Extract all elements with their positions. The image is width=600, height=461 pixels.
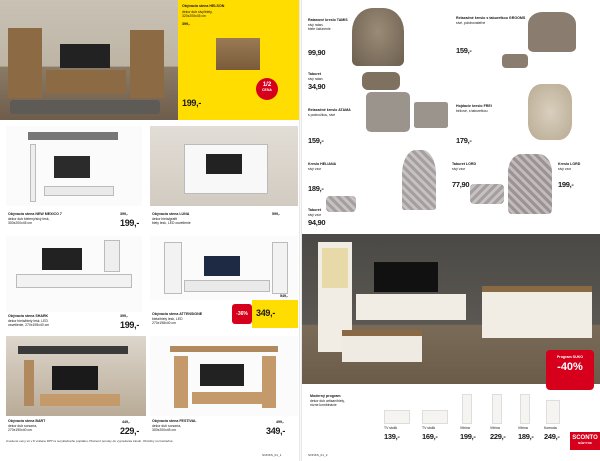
- lord-title: Kreslo LORD: [558, 162, 581, 166]
- bart-price: 229,-: [120, 426, 140, 436]
- taburet-heliana-body: sivý vzor: [308, 213, 322, 217]
- lord-body: sivý vzor: [558, 167, 572, 171]
- half-price-bottom: CENA: [262, 88, 272, 92]
- item-price-3: 229,-: [490, 432, 506, 441]
- item-price-2: 199,-: [460, 432, 476, 441]
- chair-atama-image: [366, 92, 410, 132]
- festival-title: Obývacia stena FESTIVAL: [152, 419, 197, 423]
- grooms-body: sivé, polohovateľné: [456, 21, 486, 25]
- chair-grooms-image: [528, 12, 576, 52]
- taburet-tamis-title: Taburet: [308, 72, 321, 76]
- program-title: Moderný program: [310, 394, 341, 398]
- lord-price: 199,-: [558, 180, 574, 189]
- attensione-body: biela/biely lesk, LED 270x198x40 cm: [152, 317, 183, 325]
- frei-title: Hojdacie kreslo FREI: [456, 104, 492, 108]
- bart-photo: [6, 336, 146, 416]
- item-label-4: Vitrína: [518, 426, 528, 430]
- shark-photo: [6, 236, 142, 312]
- attensione-price: 349,-: [256, 308, 276, 318]
- chair-heliana-image: [402, 150, 436, 210]
- heliana-price: 189,-: [308, 184, 324, 193]
- bart-body: dekor dub sonoma, 270x190x40 cm: [8, 424, 38, 432]
- item-label-0: TV stolík: [384, 426, 398, 430]
- atama-title: Relaxačné kreslo ATAMA: [308, 108, 351, 112]
- item-label-1: TV stolík: [422, 426, 436, 430]
- luna-old-price: 599,-: [272, 212, 281, 216]
- helson-price: 199,-: [182, 98, 202, 108]
- sconto-logo-text: SCONTO: [572, 435, 598, 441]
- chair-atama-recliner-image: [414, 102, 448, 128]
- bart-old-price: 449,-: [122, 420, 131, 424]
- festival-photo: [150, 336, 298, 416]
- item-price-4: 189,-: [518, 432, 534, 441]
- right-page-code: SONKS_01_2: [308, 453, 328, 457]
- ottoman-lord-image: [470, 184, 504, 204]
- promo-label: Program SUKO: [556, 355, 584, 359]
- left-page-code: SONKS_01_1: [262, 453, 282, 457]
- attensione-price-box: [252, 300, 298, 328]
- shark-price: 199,-: [120, 320, 140, 330]
- taburet-tamis-price: 34,90: [308, 82, 326, 91]
- new-mexico-body: dekor dub bielený/sivý lesk, 300x200x45 cm: [8, 217, 50, 225]
- sconto-logo: [570, 432, 600, 450]
- item-price-0: 139,-: [384, 432, 400, 441]
- item-vitrine-2: [492, 394, 502, 424]
- taburet-lord-title: Taburet LORD: [452, 162, 477, 166]
- stool-tamis-image: [362, 72, 400, 90]
- attensione-title: Obývacia stena ATTENSIONE: [152, 312, 203, 316]
- promo-discount: -40%: [557, 361, 583, 373]
- item-label-5: Komoda: [544, 426, 557, 430]
- program-body: dekor dub artisan/biely, rôzne kombinácie: [310, 399, 345, 407]
- helson-title: Obývacia stena HELSON: [182, 4, 225, 8]
- sconto-logo-sub: NÁBYTOK: [578, 441, 592, 445]
- grooms-title: Relaxačné kreslo s taburetkou GROOMS: [456, 16, 526, 20]
- item-label-3: Vitrína: [490, 426, 500, 430]
- chair-tamis-image: [352, 8, 404, 66]
- luna-title: Obývacia stena LUNA: [152, 212, 190, 216]
- luna-photo: [150, 126, 298, 206]
- bart-title: Obývacia stena BART: [8, 419, 46, 423]
- ottoman-grooms-image: [502, 54, 528, 68]
- new-mexico-price: 199,-: [120, 218, 140, 228]
- tamis-price: 99,90: [308, 48, 326, 57]
- tamis-title: Ratanové kreslo TAMIS: [308, 18, 348, 22]
- chair-frei-image: [528, 84, 572, 140]
- atama-body: s podnožkou, sivé: [308, 113, 336, 117]
- right-page: [302, 0, 600, 461]
- taburet-lord-body: sivý vzor: [452, 167, 466, 171]
- taburet-lord-price: 77,90: [452, 180, 470, 189]
- attensione-photo: [150, 236, 298, 300]
- festival-old-price: 499,-: [276, 420, 285, 424]
- half-price-top: 1/2: [262, 82, 272, 88]
- new-mexico-title: Obývacia stena NEW MEXICO 7: [8, 212, 62, 216]
- new-mexico-photo: [6, 126, 142, 206]
- item-label-2: Vitrína: [460, 426, 470, 430]
- attensione-old-price: 549,-: [280, 294, 289, 298]
- half-price-badge: [256, 78, 278, 100]
- left-footnote: Uvedené ceny sú v € vrátane DPH a recyklačného poplatku. Platnosť ponuky do vypredania zásob. Obrázky sú ilustračné.: [6, 439, 174, 443]
- item-dresser: [546, 400, 560, 424]
- discount-badge: [232, 304, 252, 324]
- taburet-heliana-title: Taburet: [308, 208, 321, 212]
- tamis-body: sivý ratan, biele čalúnenie: [308, 23, 331, 31]
- helson-info-panel: [178, 0, 300, 120]
- item-vitrine-3: [520, 394, 530, 424]
- item-tv-stand-1: [384, 410, 410, 424]
- luna-body: dekor biela/grafit biely lesk, LED osvetlenie: [152, 217, 191, 225]
- grooms-price: 159,-: [456, 46, 472, 55]
- item-price-1: 169,-: [422, 432, 438, 441]
- discount-badge-text: -36%: [236, 311, 248, 317]
- room-photo-helson: [0, 0, 178, 120]
- helson-old-price: 399,-: [182, 22, 191, 26]
- festival-price: 349,-: [266, 426, 286, 436]
- chair-lord-image: [508, 154, 552, 214]
- frei-price: 179,-: [456, 136, 472, 145]
- frei-body: béžové, s taburetkou: [456, 109, 488, 113]
- taburet-heliana-price: 94,90: [308, 218, 326, 227]
- item-vitrine-1: [462, 394, 472, 424]
- promo-discount-badge: [546, 350, 594, 390]
- item-price-5: 249,-: [544, 432, 560, 441]
- new-mexico-old-price: 399,-: [120, 212, 129, 216]
- heliana-body: sivý vzor: [308, 167, 322, 171]
- shark-title: Obývacia stena SHARK: [8, 314, 49, 318]
- atama-price: 159,-: [308, 136, 324, 145]
- taburet-tamis-body: sivý ratan: [308, 77, 323, 81]
- helson-detail-photo: [216, 38, 260, 70]
- heliana-title: Kreslo HELIANA: [308, 162, 337, 166]
- shark-old-price: 399,-: [120, 314, 129, 318]
- festival-body: dekor dub sonoma, 300x200x45 cm: [152, 424, 182, 432]
- helson-body: dekor dub sivý/biely, 320x205x45 cm: [182, 10, 213, 18]
- shark-body: dekor biela/biely lesk, LED osvetlenie, 270x195x40 cm: [8, 319, 50, 327]
- item-tv-stand-2: [422, 410, 448, 424]
